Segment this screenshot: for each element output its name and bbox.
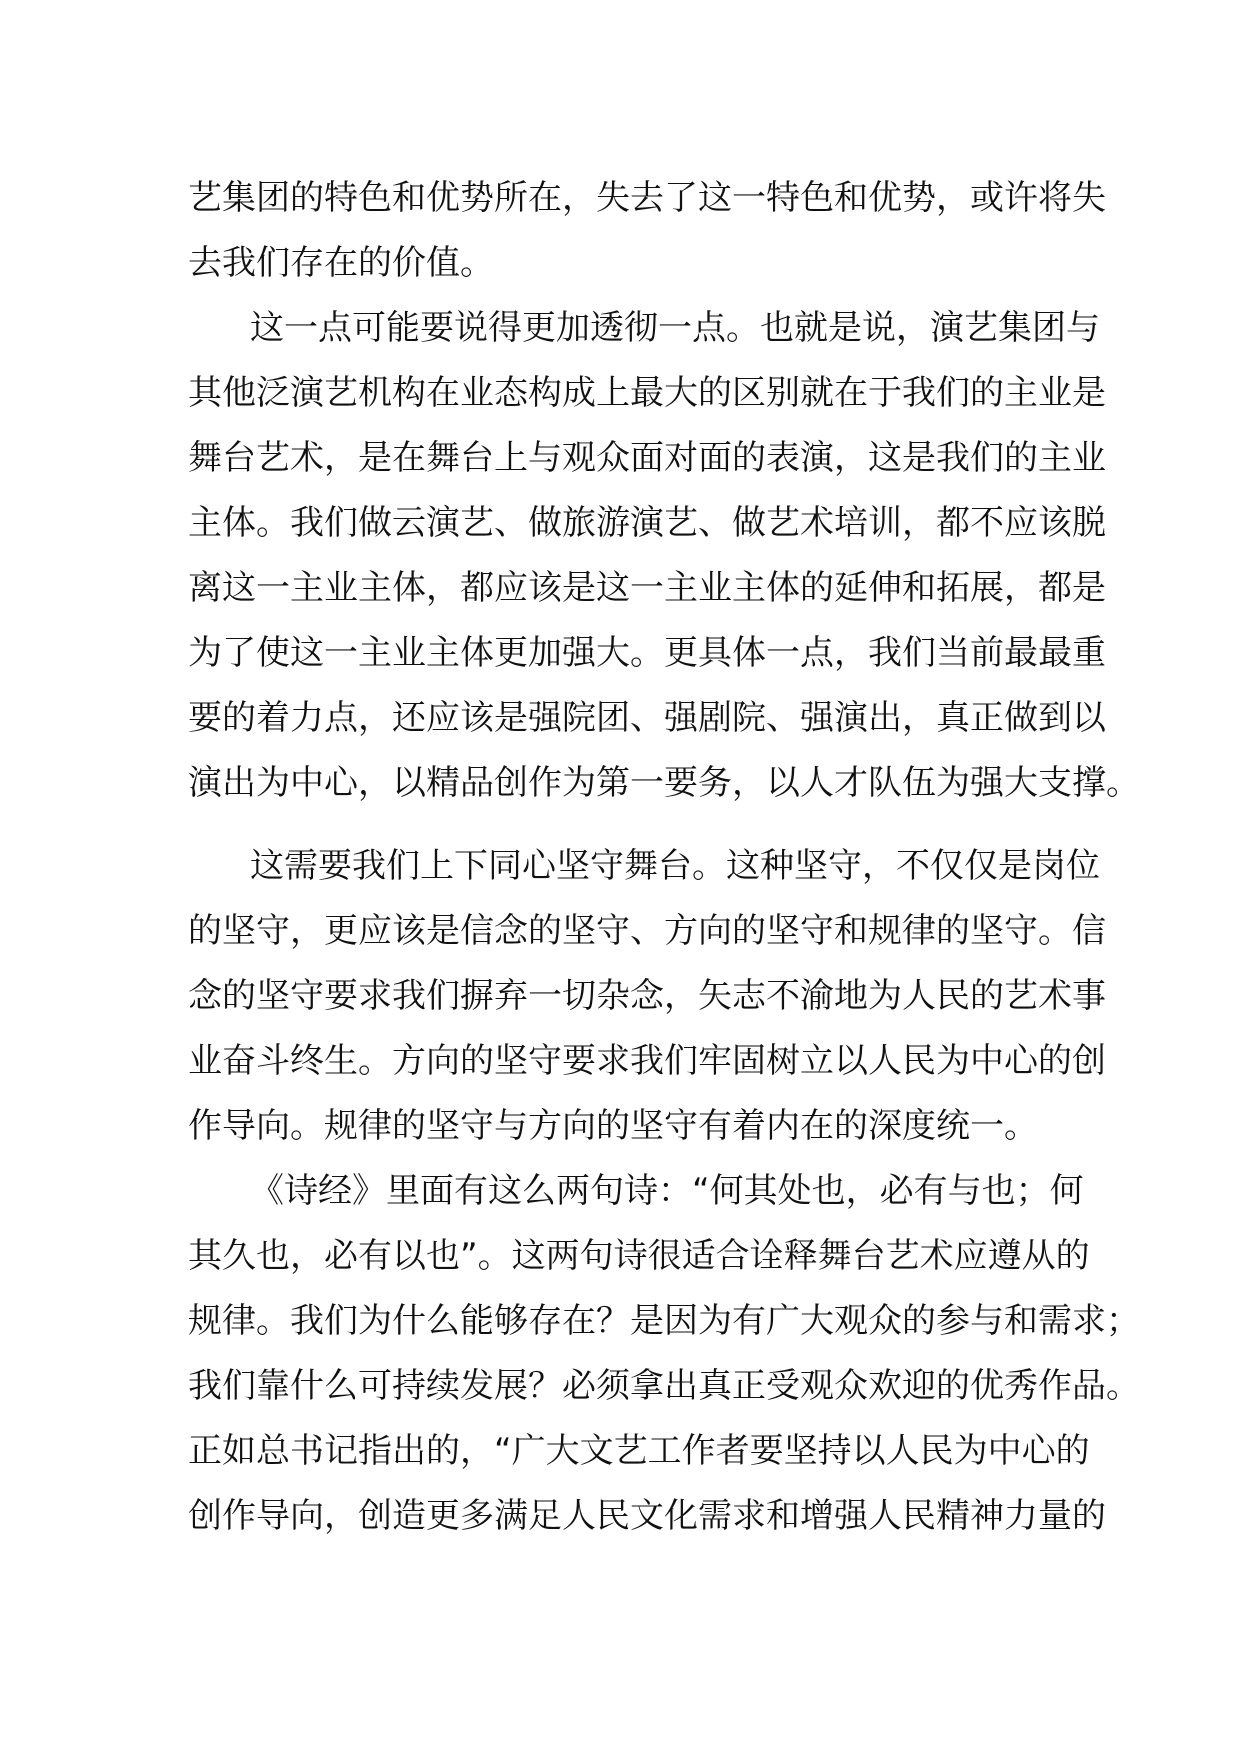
text-line: 创作导向，创造更多满足人民文化需求和增强人民精神力量的 [188,1496,1106,1536]
text-line: 这一点可能要说得更加透彻一点。也就是说，演艺集团与 [250,308,1100,348]
text-line: 要的着力点，还应该是强院团、强剧院、强演出，真正做到以 [188,698,1106,738]
text-line: 我们靠什么可持续发展？必须拿出真正受观众欢迎的优秀作品。 [188,1366,1140,1406]
paragraph-3 [188,834,1106,1159]
text-line: 去我们存在的价值。 [188,243,494,283]
text-line: 念的坚守要求我们摒弃一切杂念，矢志不渝地为人民的艺术事 [188,976,1106,1016]
text-line: 规律。我们为什么能够存在？是因为有广大观众的参与和需求； [188,1301,1140,1341]
text-line: 离这一主业主体，都应该是这一主业主体的延伸和拓展，都是 [188,568,1106,608]
text-line: 其久也，必有以也”。这两句诗很适合诠释舞台艺术应遵从的 [188,1236,1090,1276]
text-line: 艺集团的特色和优势所在，失去了这一特色和优势，或许将失 [188,178,1106,218]
text-line: 《诗经》里面有这么两句诗：“何其处也，必有与也；何 [250,1171,1084,1211]
text-line: 其他泛演艺机构在业态构成上最大的区别就在于我们的主业是 [188,373,1106,413]
paragraph-2 [188,296,1140,816]
text-line: 为了使这一主业主体更加强大。更具体一点，我们当前最最重 [188,633,1106,673]
text-line: 演出为中心，以精品创作为第一要务，以人才队伍为强大支撑。 [188,763,1140,803]
text-line: 舞台艺术，是在舞台上与观众面对面的表演，这是我们的主业 [188,438,1106,478]
text-line: 业奋斗终生。方向的坚守要求我们牢固树立以人民为中心的创 [188,1041,1106,1081]
paragraph-1 [188,166,1106,296]
text-line: 的坚守，更应该是信念的坚守、方向的坚守和规律的坚守。信 [188,911,1106,951]
text-line: 主体。我们做云演艺、做旅游演艺、做艺术培训，都不应该脱 [188,503,1106,543]
body-text [188,166,1140,1549]
text-line: 正如总书记指出的，“广大文艺工作者要坚持以人民为中心的 [188,1431,1090,1471]
text-line: 作导向。规律的坚守与方向的坚守有着内在的深度统一。 [188,1106,1038,1146]
text-line: 这需要我们上下同心坚守舞台。这种坚守，不仅仅是岗位 [250,846,1100,886]
paragraph-4 [188,1159,1140,1549]
